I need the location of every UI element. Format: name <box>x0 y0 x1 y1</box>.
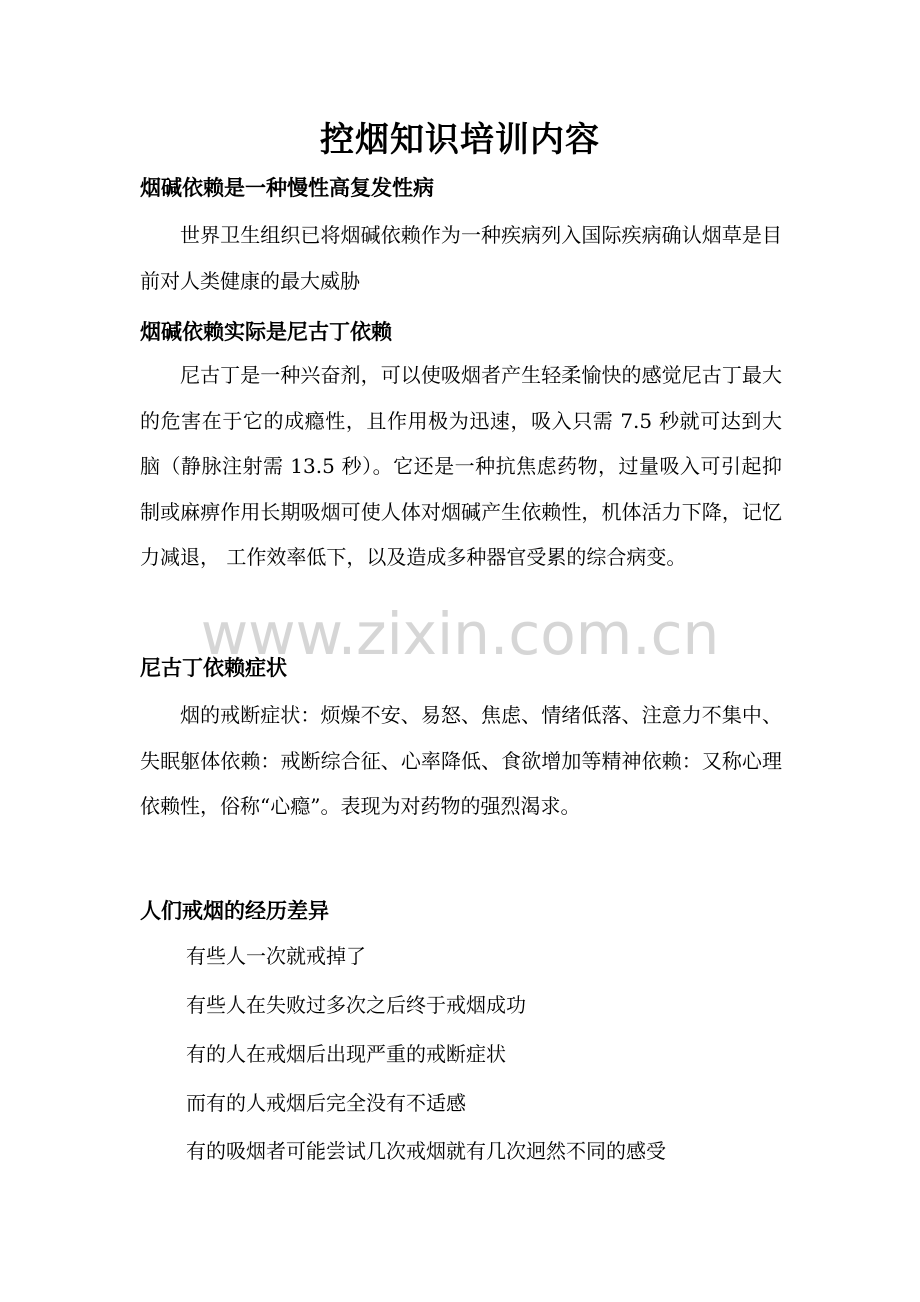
section-paragraph-2: 尼古丁是一种兴奋剂，可以使吸烟者产生轻柔愉快的感觉尼古丁最大的危害在于它的成瘾性，且作用极为迅速，吸入只需 7.5 秒就可达到大脑（静脉注射需 13.5 秒）。它还是一种抗焦虑药物，过量吸入可引起抑制或麻痹作用长期吸烟可使人体对烟碱产生依赖性，机体活力下降，记忆力减退， 工作效率低下，以及造成多种器官受累的综合病变。 <box>140 363 782 569</box>
watermark: www.zixin.com.cn <box>200 600 720 668</box>
section-heading-3: 尼古丁依赖症状 <box>140 656 287 680</box>
list-item: 有些人在失败过多次之后终于戒烟成功 <box>186 993 526 1017</box>
document-title: 控烟知识培训内容 <box>320 120 600 160</box>
list-item: 而有的人戒烟后完全没有不适感 <box>186 1091 466 1115</box>
section-heading-2: 烟碱依赖实际是尼古丁依赖 <box>140 320 392 344</box>
section-heading-4: 人们戒烟的经历差异 <box>140 899 329 923</box>
list-item: 有的人在戒烟后出现严重的戒断症状 <box>186 1042 506 1066</box>
list-item: 有些人一次就戒掉了 <box>186 944 366 968</box>
section-paragraph-1: 世界卫生组织已将烟碱依赖作为一种疾病列入国际疾病确认烟草是目前对人类健康的最大威胁 <box>140 223 782 293</box>
section-heading-1: 烟碱依赖是一种慢性高复发性病 <box>140 176 434 200</box>
list-item: 有的吸烟者可能尝试几次戒烟就有几次迥然不同的感受 <box>186 1139 666 1163</box>
section-paragraph-3: 烟的戒断症状：烦燥不安、易怒、焦虑、情绪低落、注意力不集中、失眠躯体依赖：戒断综合征、心率降低、食欲增加等精神依赖：又称心理依赖性，俗称“心瘾”。表现为对药物的强烈渴求。 <box>140 703 782 818</box>
